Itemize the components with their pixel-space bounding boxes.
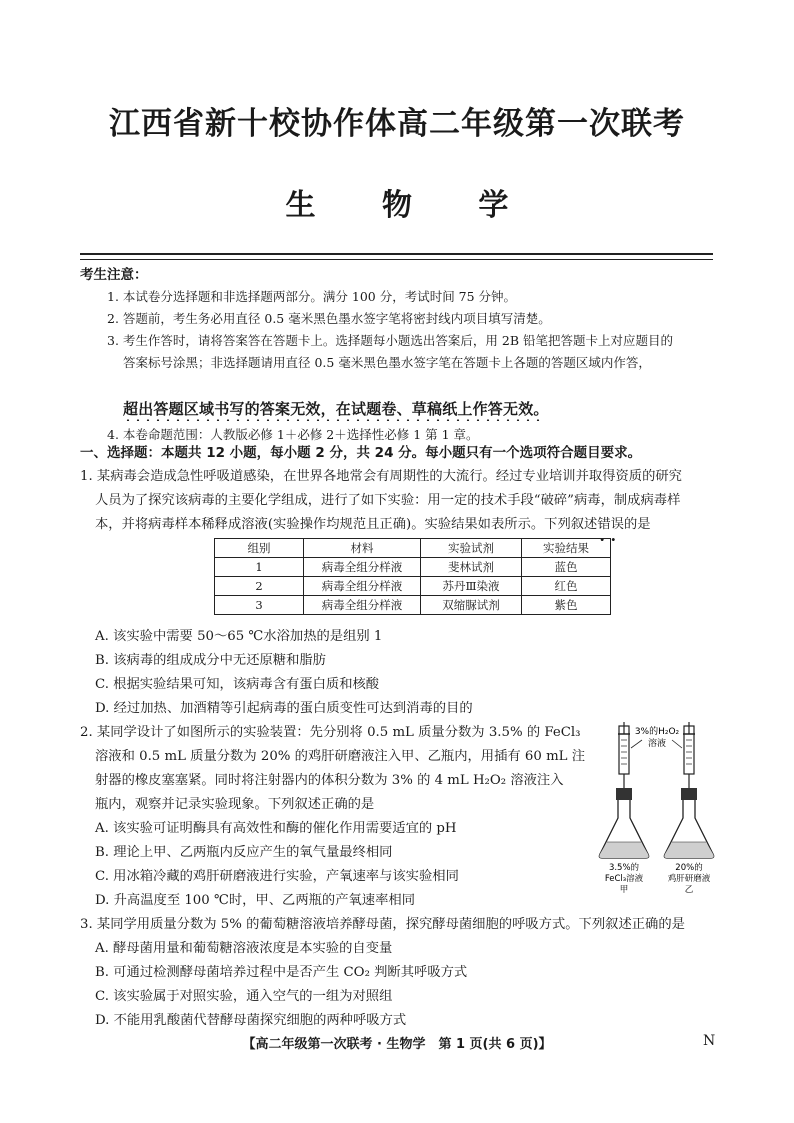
table-row — [215, 558, 611, 577]
table-cell: 病毒全组分样液 — [304, 596, 421, 615]
label-pointer — [672, 740, 682, 748]
right-syringe — [683, 722, 695, 794]
q3-option-b: B. 可通过检测酵母菌培养过程中是否产生 CO₂ 判断其呼吸方式 — [95, 965, 468, 980]
q1-emphasis-word: 错误 · · — [597, 517, 624, 532]
table-cell: 双缩脲试剂 — [421, 596, 522, 615]
q2-stem-line-2: 溶液和 0.5 mL 质量分数为 20% 的鸡肝研磨液注入甲、乙瓶内，用插有 60 mL 注 — [95, 749, 586, 764]
h2o2-label-2: 溶液 — [647, 739, 667, 749]
notice-item-3-cont: 答案标号涂黑；非选择题请用直径 0.5 毫米黑色墨水签字笔在答题卡上各题的答题区域内作答， — [123, 355, 651, 370]
notice-item-4: 4. 本卷命题范围：人教版必修 1＋必修 2＋选择性必修 1 第 1 章。 — [107, 427, 479, 442]
q2-option-c: C. 用冰箱冷藏的鸡肝研磨液进行实验，产氧速率与该实验相同 — [95, 869, 459, 884]
q2-option-d: D. 升高温度至 100 ℃时，甲、乙两瓶的产氧速率相同 — [95, 893, 415, 908]
table-cell: 蓝色 — [522, 558, 611, 577]
q1-option-d: D. 经过加热、加酒精等引起病毒的蛋白质变性可达到消毒的目的 — [95, 701, 473, 716]
table-cell: 斐林试剂 — [421, 558, 522, 577]
q2-stem-line-4: 瓶内，观察并记录实验现象。下列叙述正确的是 — [95, 797, 375, 812]
subject-title: 生 物 学 — [285, 188, 537, 223]
left-flask-label-3: 甲 — [619, 885, 629, 894]
table-header-cell: 材料 — [304, 539, 421, 558]
right-flask — [664, 800, 713, 858]
q1-stem-text: 本，并将病毒样本稀释成溶液(实验操作均规范且正确)。实验结果如表所示。下列叙述 — [95, 517, 598, 532]
q3-stem: 3. 某同学用质量分数为 5% 的葡萄糖溶液培养酵母菌，探究酵母菌细胞的呼吸方式。下列叙述正确的是 — [80, 917, 685, 932]
q1-option-b: B. 该病毒的组成成分中无还原糖和脂肪 — [95, 653, 326, 668]
q2-stem-line-3: 射器的橡皮塞塞紧。同时将注射器内的体积分数为 3% 的 4 mL H₂O₂ 溶液注入 — [95, 773, 564, 788]
label-pointer — [631, 740, 642, 748]
q3-option-c: C. 该实验属于对照实验，通入空气的一组为对照组 — [95, 989, 393, 1004]
notice-item-2: 2. 答题前，考生务必用直径 0.5 毫米黑色墨水签字笔将密封线内项目填写清楚。 — [107, 311, 551, 326]
table-cell: 3 — [215, 596, 304, 615]
notice-item-1: 1. 本试卷分选择题和非选择题两部分。满分 100 分，考试时间 75 分钟。 — [107, 289, 517, 304]
table-header-row — [215, 539, 611, 558]
header-divider-thick — [80, 253, 713, 255]
notice-title: 考生注意： — [80, 267, 148, 283]
table-cell: 苏丹Ⅲ染液 — [421, 577, 522, 596]
left-flask — [599, 800, 648, 858]
q1-result-table — [214, 538, 611, 615]
left-syringe — [618, 722, 630, 794]
q3-option-a: A. 酵母菌用量和葡萄糖溶液浓度是本实验的自变量 — [95, 941, 393, 956]
table-cell: 紫色 — [522, 596, 611, 615]
q1-option-a: A. 该实验中需要 50～65 ℃水浴加热的是组别 1 — [95, 629, 383, 644]
notice-warning: 超出答题区域书写的答案无效，在试题卷、草稿纸上作答无效。 — [123, 400, 549, 418]
q2-stem-line-1: 2. 某同学设计了如图所示的实验装置：先分别将 0.5 mL 质量分数为 3.5% 的 FeCl₃ — [80, 725, 581, 740]
table-cell: 1 — [215, 558, 304, 577]
right-stopper — [681, 788, 697, 800]
q2-option-a: A. 该实验可证明酶具有高效性和酶的催化作用需要适宜的 pH — [95, 821, 457, 836]
right-flask-label-2: 鸡肝研磨液 — [667, 874, 711, 884]
exam-title: 江西省新十校协作体高二年级第一次联考 — [109, 106, 685, 142]
table-cell: 病毒全组分样液 — [304, 577, 421, 596]
header-divider-thin — [80, 259, 713, 260]
right-flask-label-1: 20%的 — [675, 863, 703, 873]
table-row — [215, 596, 611, 615]
notice-item-3: 3. 考生作答时，请将答案答在答题卡上。选择题每小题选出答案后，用 2B 铅笔把答题卡上对应题目的 — [107, 333, 673, 348]
right-flask-label-3: 乙 — [684, 885, 694, 894]
table-header-cell: 实验结果 — [522, 539, 611, 558]
table-cell: 病毒全组分样液 — [304, 558, 421, 577]
q2-option-b: B. 理论上甲、乙两瓶内反应产生的氧气量最终相同 — [95, 845, 393, 860]
table-cell: 红色 — [522, 577, 611, 596]
left-stopper — [616, 788, 632, 800]
q1-stem-end: 的是 — [623, 517, 651, 532]
table-header-cell: 实验试剂 — [421, 539, 522, 558]
q1-option-c: C. 根据实验结果可知，该病毒含有蛋白质和核酸 — [95, 677, 380, 692]
emphasis-dots — [123, 419, 543, 421]
section-title: 一、选择题：本题共 12 小题，每小题 2 分，共 24 分。每小题只有一个选项符合题目要求。 — [80, 445, 642, 461]
q2-apparatus-figure — [598, 722, 726, 894]
left-flask-label-2: FeCl₃溶液 — [604, 874, 644, 884]
table-cell: 2 — [215, 577, 304, 596]
table-header-cell: 组别 — [215, 539, 304, 558]
h2o2-label: 3%的H₂O₂ — [634, 727, 680, 737]
q1-stem-line-1: 1. 某病毒会造成急性呼吸道感染，在世界各地常会有周期性的大流行。经过专业培训并取得资质的研究 — [80, 469, 682, 484]
version-letter: N — [703, 1033, 716, 1049]
left-flask-label-1: 3.5%的 — [608, 863, 640, 873]
table-row — [215, 577, 611, 596]
q1-stem-line-3 — [95, 513, 651, 532]
q1-stem-line-2: 人员为了探究该病毒的主要化学组成，进行了如下实验：用一定的技术手段“破碎”病毒，制成病毒样 — [95, 493, 681, 508]
page-footer: 【高二年级第一次联考 · 生物学 第 1 页(共 6 页)】 — [242, 1037, 552, 1052]
q3-option-d: D. 不能用乳酸菌代替酵母菌探究细胞的两种呼吸方式 — [95, 1013, 407, 1028]
